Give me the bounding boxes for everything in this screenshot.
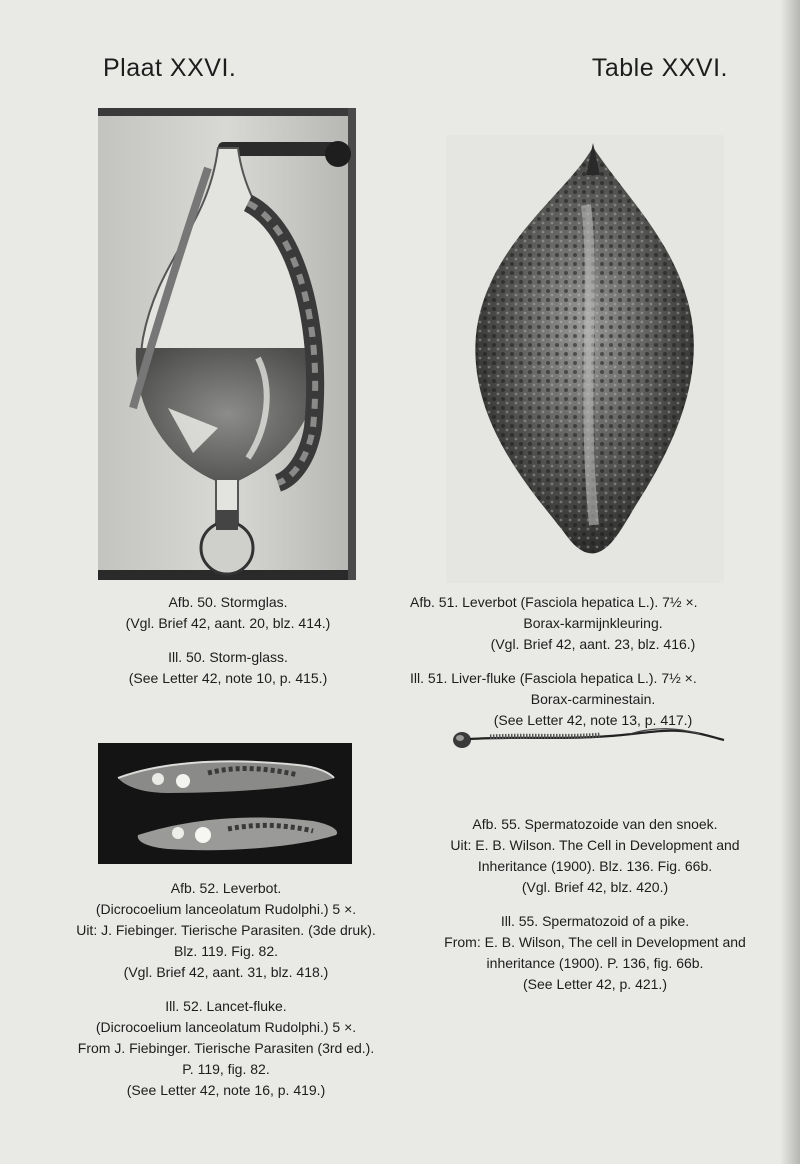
caption-fig55-english-ref: (See Letter 42, p. 421.) bbox=[523, 976, 667, 992]
caption-fig51-english-ref: (See Letter 42, note 13, p. 417.) bbox=[493, 712, 693, 728]
caption-fig55-english-source: From: E. B. Wilson, The cell in Development and bbox=[444, 934, 746, 950]
caption-fig55-dutch-ref: (Vgl. Brief 42, blz. 420.) bbox=[521, 879, 669, 895]
caption-fig55-dutch-title: Afb. 55. Spermatozoide van den snoek. bbox=[472, 816, 718, 832]
caption-fig55-dutch-source-cont: Inheritance (1900). Blz. 136. Fig. 66b. bbox=[477, 858, 713, 874]
caption-fig52-english-source: From J. Fiebinger. Tierische Parasiten (3rd ed.). bbox=[77, 1040, 375, 1056]
caption-fig52-dutch-species: (Dicrocoelium lanceolatum Rudolphi.) 5 ×. bbox=[95, 901, 357, 917]
caption-fig50 bbox=[98, 592, 358, 689]
page-edge-shadow bbox=[780, 0, 800, 1164]
caption-fig52-dutch-page: Blz. 119. Fig. 82. bbox=[173, 943, 278, 959]
caption-fig52 bbox=[56, 878, 396, 1101]
caption-fig55-english-title: Ill. 55. Spermatozoid of a pike. bbox=[500, 913, 690, 929]
caption-fig52-dutch-source: Uit: J. Fiebinger. Tierische Parasiten. (3de druk). bbox=[76, 922, 376, 938]
caption-fig52-english-ref: (See Letter 42, note 16, p. 419.) bbox=[126, 1082, 326, 1098]
caption-fig55-dutch-source: Uit: E. B. Wilson. The Cell in Development and bbox=[450, 837, 740, 853]
caption-fig52-dutch-title: Afb. 52. Leverbot. bbox=[170, 880, 282, 896]
caption-fig51-english-title: Ill. 51. Liver-fluke (Fasciola hepatica L.). 7½ ×. bbox=[410, 670, 697, 686]
caption-fig50-dutch-title: Afb. 50. Stormglas. bbox=[168, 594, 288, 610]
caption-fig52-dutch-ref: (Vgl. Brief 42, aant. 31, blz. 418.) bbox=[123, 964, 329, 980]
caption-fig55 bbox=[414, 814, 776, 995]
caption-fig50-dutch-ref: (Vgl. Brief 42, aant. 20, blz. 414.) bbox=[125, 615, 331, 631]
storm-glass-photo bbox=[98, 108, 356, 580]
caption-fig51-dutch-title: Afb. 51. Leverbot (Fasciola hepatica L.). 7½ ×. bbox=[410, 594, 698, 610]
caption-fig52-english-species: (Dicrocoelium lanceolatum Rudolphi.) 5 ×. bbox=[95, 1019, 357, 1035]
caption-fig50-english-title: Ill. 50. Storm-glass. bbox=[168, 649, 288, 665]
caption-fig52-english-page: P. 119, fig. 82. bbox=[182, 1061, 270, 1077]
caption-fig55-english-source-cont: inheritance (1900). P. 136, fig. 66b. bbox=[486, 955, 704, 971]
caption-fig51 bbox=[403, 592, 783, 731]
caption-fig51-dutch-stain: Borax-karmijnkleuring. bbox=[523, 615, 663, 631]
liver-fluke-photo bbox=[446, 135, 724, 583]
plate-title-dutch: Plaat XXVI. bbox=[103, 54, 237, 82]
caption-fig51-dutch-ref: (Vgl. Brief 42, aant. 23, blz. 416.) bbox=[490, 636, 696, 652]
plate-title-english: Table XXVI. bbox=[591, 54, 728, 82]
spermatozoid-drawing bbox=[450, 722, 726, 752]
lancet-fluke-photo bbox=[98, 743, 352, 864]
caption-fig51-english-stain: Borax-carminestain. bbox=[530, 691, 656, 707]
caption-fig52-english-title: Ill. 52. Lancet-fluke. bbox=[165, 998, 287, 1014]
caption-fig50-english-ref: (See Letter 42, note 10, p. 415.) bbox=[128, 670, 328, 686]
